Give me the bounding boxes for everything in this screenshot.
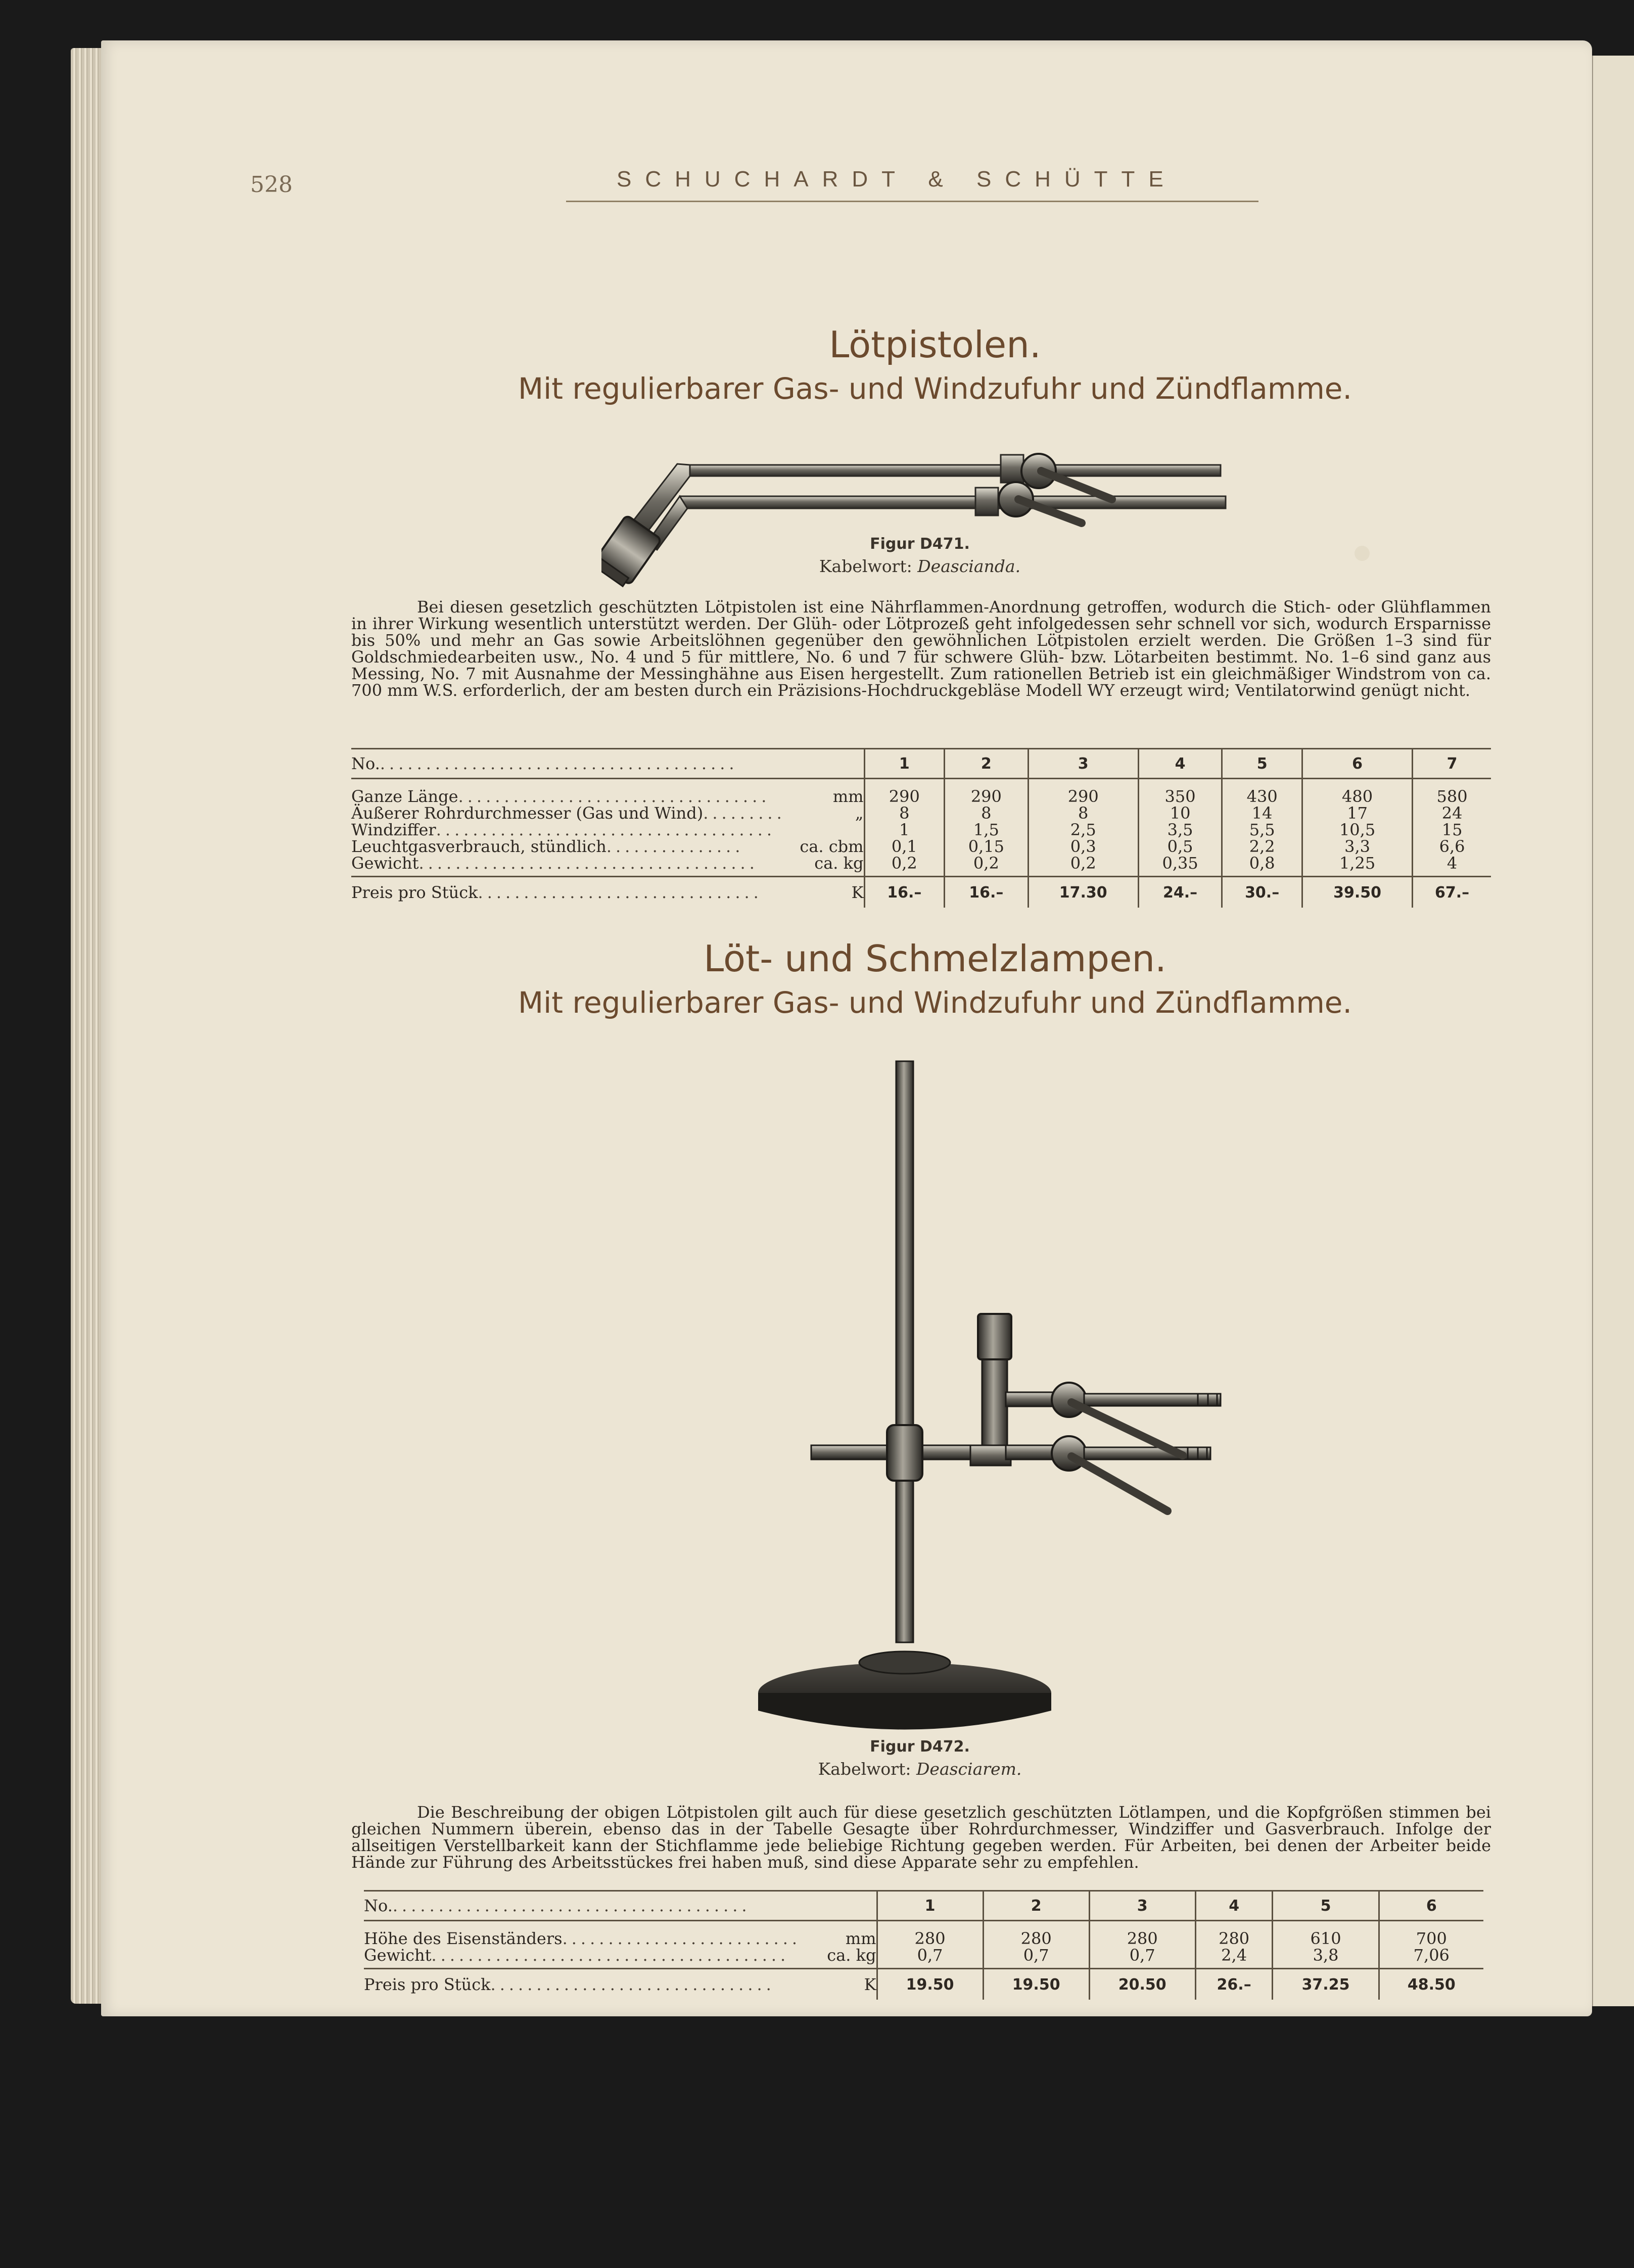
row-label: Höhe des Eisenständers xyxy=(364,1929,563,1948)
column-header: 4 xyxy=(1195,1891,1273,1921)
table-header-row xyxy=(351,749,1491,779)
price-cell: 24.– xyxy=(1138,877,1222,908)
paper-spot xyxy=(1355,546,1370,561)
price-cell: 26.– xyxy=(1195,1969,1273,2000)
price-label: Preis pro Stück xyxy=(351,882,478,902)
row-label: Gewicht xyxy=(351,854,419,873)
lower-tube xyxy=(680,496,1226,508)
gas-hose-nipple xyxy=(1084,1394,1221,1406)
table-cell-column: 350 10 3,5 0,5 0,35 xyxy=(1138,779,1222,877)
section2-title: Löt- und Schmelzlampen. xyxy=(704,937,1166,980)
row-label: Ganze Länge xyxy=(351,787,458,806)
soldering-lamp-illustration xyxy=(753,1056,1258,1738)
table-cell-column: 290 8 1,5 0,15 0,2 xyxy=(945,779,1029,877)
column-header: 7 xyxy=(1413,749,1491,779)
row-unit: mm xyxy=(845,1929,876,1948)
section1-description xyxy=(351,599,1491,699)
row-unit: ca. cbm xyxy=(800,837,864,856)
table-body-row xyxy=(351,779,1491,877)
section1-subtitle: Mit regulierbarer Gas- und Windzufuhr und Zündflamme. xyxy=(518,371,1352,406)
description-text: Die Beschreibung der obigen Lötpistolen gilt auch für diese gesetzlich geschützten Lötlampen, und die Kopfgrößen stimmen bei gleichen Nummern überein, ebenso das in der Tabelle Gesagte über Rohrdurchmesser, Windziffer und Gasverbrauch. Infolge der allseitigen Verstellbarkeit kann der Stichflamme jede beliebige Richtung gegeben werden. Für Arbeiten, bei denen der Arbeiter beide Hände zur Führung des Arbeitsstückes frei haben muß, sind diese Apparate sehr zu empfehlen. xyxy=(351,1803,1491,1872)
description-text: Bei diesen gesetzlich geschützten Lötpistolen ist eine Nährflammen-Anordnung getroffen, wodurch die Stich- oder Glühflammen in ihrer Wirkung wesentlich unterstützt werden. Der Glüh- oder Lötprozeß geht infolgedessen sehr schnell vor sich, wodurch Ersparnisse bis 50% und mehr an Gas sowie Arbeitslöhnen gegenüber den gewöhnlichen Lötpistolen erzielt werden. Die Größen 1–3 sind für Goldschmiedearbeiten usw., No. 4 und 5 für mittlere, No. 6 und 7 für schwere Glüh- bzw. Lötarbeiten bestimmt. No. 1–6 sind ganz aus Messing, No. 7 mit Ausnahme der Messinghähne aus Eisen hergestellt. Zum rationellen Betrieb ist ein gleichmäßiger Windstrom von ca. 700 mm W.S. erforderlich, der am besten durch ein Präzisions-Hochdruckgebläse Modell WY erzeugt wird; Ventilatorwind genügt nicht. xyxy=(351,597,1491,700)
price-cell: 30.– xyxy=(1222,877,1302,908)
code-word-line xyxy=(728,555,1112,578)
price-cell: 20.50 xyxy=(1089,1969,1195,2000)
header-label-cell: No. ....................................... xyxy=(351,749,864,779)
price-cell: 19.50 xyxy=(983,1969,1089,2000)
column-header: 6 xyxy=(1379,1891,1483,1921)
table-cell-column: 480 17 10,5 3,3 1,25 xyxy=(1302,779,1412,877)
row-unit: ca. kg xyxy=(827,1946,876,1965)
valve-body-upper xyxy=(1001,455,1023,483)
price-cell: 39.50 xyxy=(1302,877,1412,908)
column-header: 1 xyxy=(864,749,945,779)
figure-d472-caption xyxy=(728,1736,1112,1780)
column-header: 5 xyxy=(1273,1891,1379,1921)
row-label: Gewicht xyxy=(364,1946,432,1965)
air-valve-lever xyxy=(1071,1456,1168,1511)
facing-page-edge xyxy=(1592,56,1634,2006)
price-cell: 67.– xyxy=(1413,877,1491,908)
table-cell-column: 700 7,06 xyxy=(1379,1921,1483,1969)
column-header: 2 xyxy=(945,749,1029,779)
code-word-prefix: Kabelwort: xyxy=(818,1759,911,1779)
column-header: 4 xyxy=(1138,749,1222,779)
row-unit: mm xyxy=(832,787,864,806)
header-rule xyxy=(566,201,1258,202)
code-word-line xyxy=(728,1758,1112,1780)
row-labels: Ganze Länge .................................. mm Äußerer Rohrdurchmesser (Gas und Wind) ......... „ Windziffer ..................................... Leuchtgasverbrauch, stündlich ............... ca. cbm Gewicht ..................................... ca. kg xyxy=(351,779,864,877)
row-unit: „ xyxy=(855,804,864,823)
price-cell: 17.30 xyxy=(1028,877,1138,908)
price-unit: K xyxy=(864,1974,876,1994)
table-cell-column: 280 2,4 xyxy=(1195,1921,1273,1969)
clamp-block xyxy=(887,1425,922,1481)
price-cell: 16.– xyxy=(945,877,1029,908)
row-labels: Höhe des Eisenständers .......................... mm Gewicht ....................................... ca. kg xyxy=(364,1921,877,1969)
soldering-pistol-illustration xyxy=(601,440,1238,606)
header-label: No. xyxy=(351,753,380,773)
stand-foot xyxy=(859,1651,950,1674)
figure-d471-caption xyxy=(728,533,1112,578)
pistol-spec-table xyxy=(351,748,1491,908)
section2-subtitle: Mit regulierbarer Gas- und Windzufuhr und Zündflamme. xyxy=(518,985,1352,1020)
price-label-cell: Preis pro Stück ............................... K xyxy=(351,882,864,902)
table-cell-column: 280 0,7 xyxy=(983,1921,1089,1969)
burner-joint xyxy=(970,1445,1011,1466)
column-header: 3 xyxy=(1028,749,1138,779)
table-cell-column: 280 0,7 xyxy=(1089,1921,1195,1969)
code-word: Deasciarem. xyxy=(916,1759,1022,1779)
table-cell-column: 280 0,7 xyxy=(877,1921,983,1969)
row-label: Windziffer xyxy=(351,820,436,839)
table-cell-column: 290 8 1 0,1 0,2 xyxy=(864,779,945,877)
price-row xyxy=(364,1969,1483,2000)
header-label: No. xyxy=(364,1896,393,1915)
table-cell-column: 290 8 2,5 0,3 0,2 xyxy=(1028,779,1138,877)
valve-body-lower xyxy=(975,488,998,515)
price-cell: 16.– xyxy=(864,877,945,908)
section2-description xyxy=(351,1804,1491,1871)
row-label: Äußerer Rohrdurchmesser (Gas und Wind) xyxy=(351,804,704,823)
row-label: Leuchtgasverbrauch, stündlich xyxy=(351,837,606,856)
air-hose-nipple xyxy=(1084,1447,1210,1459)
stand-base-rim xyxy=(758,1693,1051,1730)
code-word: Deascianda. xyxy=(917,556,1021,576)
price-label-cell: Preis pro Stück ............................... K xyxy=(364,1974,876,1994)
upper-tube xyxy=(690,465,1221,476)
burner-head xyxy=(978,1314,1011,1359)
price-cell: 19.50 xyxy=(877,1969,983,2000)
lamp-spec-table xyxy=(364,1890,1483,2000)
row-unit: ca. kg xyxy=(814,854,864,873)
column-header: 5 xyxy=(1222,749,1302,779)
running-head: SCHUCHARDT & SCHÜTTE xyxy=(617,167,1177,192)
price-label: Preis pro Stück xyxy=(364,1974,491,1994)
table-cell-column: 430 14 5,5 2,2 0,8 xyxy=(1222,779,1302,877)
column-header: 1 xyxy=(877,1891,983,1921)
price-cell: 37.25 xyxy=(1273,1969,1379,2000)
price-cell: 48.50 xyxy=(1379,1969,1483,2000)
page-number: 528 xyxy=(250,172,293,198)
table-cell-column: 580 24 15 6,6 4 xyxy=(1413,779,1491,877)
column-header: 6 xyxy=(1302,749,1412,779)
figure-label: Figur D472. xyxy=(870,1738,970,1756)
table-body-row xyxy=(364,1921,1483,1969)
price-unit: K xyxy=(851,882,864,902)
stand-rod xyxy=(896,1061,913,1642)
column-header: 2 xyxy=(983,1891,1089,1921)
figure-label: Figur D471. xyxy=(870,535,970,553)
column-header: 3 xyxy=(1089,1891,1195,1921)
header-label-cell: No. ....................................... xyxy=(364,1891,877,1921)
price-row xyxy=(351,877,1491,908)
table-cell-column: 610 3,8 xyxy=(1273,1921,1379,1969)
code-word-prefix: Kabelwort: xyxy=(819,556,912,576)
section1-title: Lötpistolen. xyxy=(829,323,1041,366)
table-header-row xyxy=(364,1891,1483,1921)
row-unit xyxy=(860,822,864,838)
